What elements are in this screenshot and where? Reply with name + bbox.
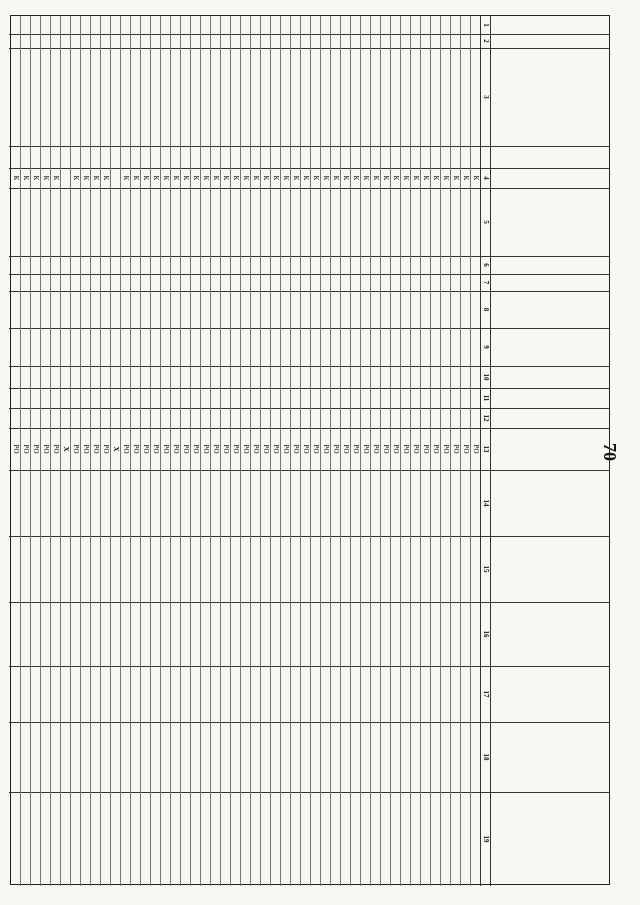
- row-rule: [290, 16, 291, 886]
- wall-material-code: К: [422, 175, 430, 181]
- funding-source-code: РО: [372, 444, 380, 454]
- wall-material-code: К: [272, 175, 280, 181]
- row-rule: [200, 16, 201, 886]
- row-rule: [130, 16, 131, 886]
- column-rule: [9, 34, 609, 35]
- wall-material-code: К: [362, 175, 370, 181]
- column-number: 9: [482, 345, 490, 349]
- row-rule: [340, 16, 341, 886]
- row-rule: [250, 16, 251, 886]
- wall-material-code: К: [72, 175, 80, 181]
- funding-source-code: РО: [12, 444, 20, 454]
- wall-material-code: К: [322, 175, 330, 181]
- not-applicable-mark: X: [62, 446, 70, 452]
- wall-material-code: К: [122, 175, 130, 181]
- wall-material-code: К: [372, 175, 380, 181]
- register-table: [10, 15, 610, 885]
- wall-material-code: К: [462, 175, 470, 181]
- row-rule: [390, 16, 391, 886]
- wall-material-code: К: [212, 175, 220, 181]
- row-rule: [170, 16, 171, 886]
- row-rule: [420, 16, 421, 886]
- funding-source-code: РО: [22, 444, 30, 454]
- wall-material-code: К: [92, 175, 100, 181]
- row-rule: [460, 16, 461, 886]
- column-rule: [9, 666, 609, 667]
- funding-source-code: РО: [272, 444, 280, 454]
- funding-source-code: РО: [382, 444, 390, 454]
- row-rule: [210, 16, 211, 886]
- funding-source-code: РО: [402, 444, 410, 454]
- row-rule: [370, 16, 371, 886]
- column-number: 6: [482, 263, 490, 267]
- wall-material-code: К: [392, 175, 400, 181]
- wall-material-code: К: [262, 175, 270, 181]
- column-number: 10: [482, 373, 490, 381]
- wall-material-code: К: [282, 175, 290, 181]
- funding-source-code: РО: [82, 444, 90, 454]
- column-rule: [9, 408, 609, 409]
- funding-source-code: РО: [52, 444, 60, 454]
- column-rule: [9, 328, 609, 329]
- row-rule: [440, 16, 441, 886]
- column-rule: [9, 146, 609, 147]
- wall-material-code: К: [242, 175, 250, 181]
- funding-source-code: РО: [452, 444, 460, 454]
- wall-material-code: К: [312, 175, 320, 181]
- funding-source-code: РО: [122, 444, 130, 454]
- wall-material-code: К: [42, 175, 50, 181]
- row-rule: [50, 16, 51, 886]
- column-rule: [9, 792, 609, 793]
- row-rule: [80, 16, 81, 886]
- funding-source-code: РО: [232, 444, 240, 454]
- column-number: 3: [482, 95, 490, 99]
- row-rule: [70, 16, 71, 886]
- row-rule: [160, 16, 161, 886]
- wall-material-code: К: [332, 175, 340, 181]
- row-rule: [300, 16, 301, 886]
- column-number: 14: [482, 499, 490, 507]
- funding-source-code: РО: [212, 444, 220, 454]
- wall-material-code: К: [182, 175, 190, 181]
- wall-material-code: К: [82, 175, 90, 181]
- wall-material-code: К: [192, 175, 200, 181]
- row-rule: [140, 16, 141, 886]
- row-rule: [450, 16, 451, 886]
- funding-source-code: РО: [172, 444, 180, 454]
- funding-source-code: РО: [152, 444, 160, 454]
- column-rule: [9, 536, 609, 537]
- row-rule: [280, 16, 281, 886]
- wall-material-code: К: [202, 175, 210, 181]
- wall-material-code: К: [52, 175, 60, 181]
- column-number: 5: [482, 220, 490, 224]
- header-rule: [480, 16, 481, 886]
- funding-source-code: РО: [142, 444, 150, 454]
- wall-material-code: К: [382, 175, 390, 181]
- wall-material-code: К: [172, 175, 180, 181]
- funding-source-code: РО: [32, 444, 40, 454]
- column-number: 4: [482, 176, 490, 180]
- wall-material-code: К: [342, 175, 350, 181]
- page-number: 70: [600, 443, 620, 461]
- row-rule: [350, 16, 351, 886]
- row-rule: [220, 16, 221, 886]
- funding-source-code: РО: [262, 444, 270, 454]
- column-number: 7: [482, 280, 490, 285]
- column-number: 2: [482, 39, 490, 43]
- column-rule: [9, 256, 609, 257]
- header-rule: [490, 16, 491, 886]
- row-rule: [230, 16, 231, 886]
- wall-material-code: К: [232, 175, 240, 181]
- row-rule: [190, 16, 191, 886]
- funding-source-code: РО: [222, 444, 230, 454]
- row-rule: [270, 16, 271, 886]
- funding-source-code: РО: [462, 444, 470, 454]
- column-number: 8: [482, 307, 490, 312]
- row-rule: [310, 16, 311, 886]
- column-number: 12: [482, 414, 490, 422]
- row-rule: [30, 16, 31, 886]
- wall-material-code: К: [252, 175, 260, 181]
- row-rule: [470, 16, 471, 886]
- funding-source-code: РО: [132, 444, 140, 454]
- funding-source-code: РО: [252, 444, 260, 454]
- row-rule: [320, 16, 321, 886]
- row-rule: [60, 16, 61, 886]
- row-rule: [400, 16, 401, 886]
- wall-material-code: К: [412, 175, 420, 181]
- funding-source-code: РО: [202, 444, 210, 454]
- funding-source-code: РО: [412, 444, 420, 454]
- row-rule: [430, 16, 431, 886]
- row-rule: [360, 16, 361, 886]
- wall-material-code: К: [22, 175, 30, 181]
- funding-source-code: РО: [92, 444, 100, 454]
- wall-material-code: К: [142, 175, 150, 181]
- not-applicable-mark: X: [112, 446, 120, 452]
- column-rule: [9, 188, 609, 189]
- funding-source-code: РО: [42, 444, 50, 454]
- funding-source-code: РО: [392, 444, 400, 454]
- row-rule: [40, 16, 41, 886]
- wall-material-code: К: [162, 175, 170, 181]
- funding-source-code: РО: [422, 444, 430, 454]
- wall-material-code: К: [432, 175, 440, 181]
- funding-source-code: РО: [102, 444, 110, 454]
- column-rule: [9, 428, 609, 429]
- column-number: 11: [482, 394, 490, 402]
- funding-source-code: РО: [322, 444, 330, 454]
- funding-source-code: РО: [472, 444, 480, 454]
- wall-material-code: К: [152, 175, 160, 181]
- row-rule: [380, 16, 381, 886]
- wall-material-code: К: [302, 175, 310, 181]
- row-rule: [240, 16, 241, 886]
- funding-source-code: РО: [292, 444, 300, 454]
- column-number: 17: [482, 690, 490, 698]
- column-rule: [9, 48, 609, 49]
- column-rule: [9, 470, 609, 471]
- funding-source-code: РО: [192, 444, 200, 454]
- funding-source-code: РО: [182, 444, 190, 454]
- funding-source-code: РО: [352, 444, 360, 454]
- wall-material-code: К: [292, 175, 300, 181]
- row-rule: [180, 16, 181, 886]
- funding-source-code: РО: [162, 444, 170, 454]
- column-number: 15: [482, 565, 490, 573]
- funding-source-code: РО: [282, 444, 290, 454]
- wall-material-code: К: [12, 175, 20, 181]
- wall-material-code: К: [442, 175, 450, 181]
- wall-material-code: К: [352, 175, 360, 181]
- row-rule: [110, 16, 111, 886]
- column-rule: [9, 168, 609, 169]
- column-number: 18: [482, 753, 490, 761]
- funding-source-code: РО: [342, 444, 350, 454]
- column-rule: [9, 602, 609, 603]
- column-rule: [9, 366, 609, 367]
- funding-source-code: РО: [72, 444, 80, 454]
- column-number: 16: [482, 630, 490, 638]
- column-rule: [9, 722, 609, 723]
- wall-material-code: К: [102, 175, 110, 181]
- column-rule: [9, 388, 609, 389]
- row-rule: [100, 16, 101, 886]
- funding-source-code: РО: [332, 444, 340, 454]
- row-rule: [150, 16, 151, 886]
- column-number: 13: [482, 445, 490, 453]
- column-rule: [9, 274, 609, 275]
- row-rule: [20, 16, 21, 886]
- row-rule: [410, 16, 411, 886]
- column-rule: [9, 291, 609, 292]
- wall-material-code: К: [32, 175, 40, 181]
- row-rule: [120, 16, 121, 886]
- funding-source-code: РО: [242, 444, 250, 454]
- funding-source-code: РО: [362, 444, 370, 454]
- funding-source-code: РО: [432, 444, 440, 454]
- funding-source-code: РО: [442, 444, 450, 454]
- funding-source-code: РО: [302, 444, 310, 454]
- row-rule: [90, 16, 91, 886]
- wall-material-code: К: [132, 175, 140, 181]
- wall-material-code: К: [452, 175, 460, 181]
- wall-material-code: К: [472, 175, 480, 181]
- column-number: 1: [482, 23, 490, 27]
- wall-material-code: К: [402, 175, 410, 181]
- column-number: 19: [482, 835, 490, 843]
- row-rule: [260, 16, 261, 886]
- row-rule: [330, 16, 331, 886]
- funding-source-code: РО: [312, 444, 320, 454]
- wall-material-code: К: [222, 175, 230, 181]
